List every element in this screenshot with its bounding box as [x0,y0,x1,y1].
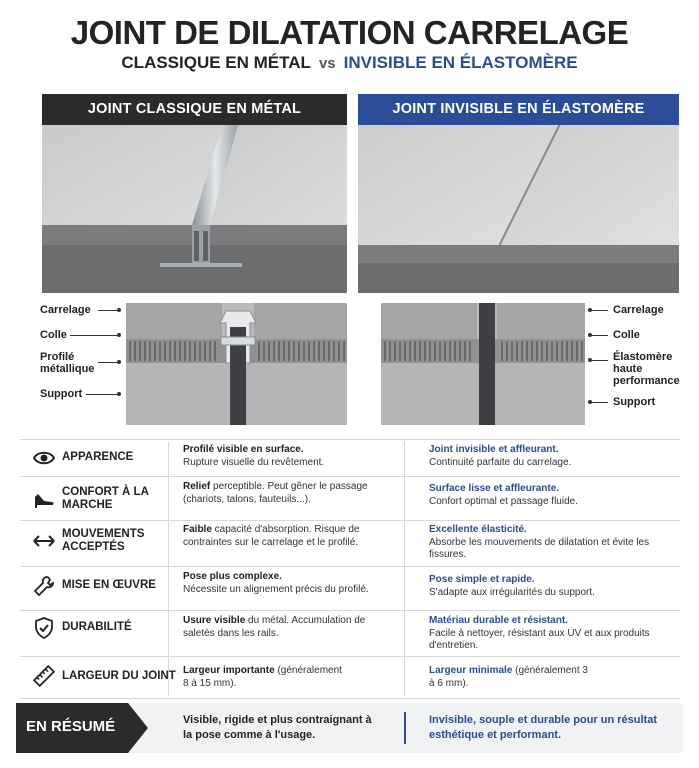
leader-dot [117,392,121,396]
cell-elastomer [429,444,674,469]
cell-text: Nécessite un alignement précis du profilé. [183,583,369,595]
criterion-label: MOUVEMENTS ACCEPTÉS [62,528,145,553]
cell-metal [183,481,393,506]
leader-dot [117,360,121,364]
diagram-elastomer-joint [381,303,585,425]
high-heel-icon [32,486,56,510]
subtitle-left: CLASSIQUE EN MÉTAL [121,53,311,72]
leader-line [590,335,608,336]
cell-text: Rupture visuelle du revêtement. [183,456,325,468]
ruler-icon [32,664,56,688]
row-divider [20,610,680,611]
cell-bold: Largeur importante [183,665,275,676]
criterion-label: DURABILITÉ [62,621,132,633]
criterion-label: LARGEUR DU JOINT [62,670,176,682]
cell-metal [183,524,393,549]
page-subtitle [0,53,699,73]
cell-text: capacité d'absorption. Risque de contraintes sur le carrelage et le profilé. [183,524,360,548]
leader-dot [117,333,121,337]
cell-bold: Largeur minimale [429,665,513,676]
cell-bold: Relief [183,481,211,492]
column-divider [404,442,405,696]
row-divider [20,698,680,699]
cell-text: Confort optimal et passage fluide. [429,495,578,507]
subtitle-right: INVISIBLE EN ÉLASTOMÈRE [343,53,578,72]
leader-line [590,360,608,361]
header-metal-joint: JOINT CLASSIQUE EN MÉTAL [42,94,347,125]
summary-metal: Visible, rigide et plus contraignant à la pose comme à l'usage. [183,714,372,741]
summary-tag: EN RÉSUMÉ [26,718,116,735]
cell-text: (généralement 3 à 6 mm). [429,665,588,689]
criterion-label: MISE EN ŒUVRE [62,579,156,591]
cell-elastomer [429,615,674,653]
cell-text: perceptible. Peut gêner le passage (chariots, talons, fauteuils...). [183,481,368,505]
leader-line [590,402,608,403]
cell-bold: Matériau durable et résistant. [429,615,568,626]
double-arrow-icon [32,529,56,553]
cell-bold: Joint invisible et affleurant. [429,444,559,455]
cell-bold: Profilé visible en surface. [183,444,304,455]
cell-text: (généralement 8 à 15 mm). [183,665,342,689]
eye-icon [32,446,56,470]
criterion-label: APPARENCE [62,451,134,463]
page-title: JOINT DE DILATATION CARRELAGE [70,14,629,51]
cell-elastomer [429,524,674,562]
label-support-right: Support [613,396,656,408]
header-elastomer-joint: JOINT INVISIBLE EN ÉLASTOMÈRE [358,94,679,125]
leader-line [70,335,118,336]
cell-bold: Usure visible [183,615,246,626]
photo-elastomer-joint [358,125,679,293]
wrench-icon [32,574,56,598]
cell-bold: Faible [183,524,212,535]
label-elastomere: Élastomère haute performance [613,351,680,387]
leader-line [98,310,118,311]
label-carrelage-right: Carrelage [613,304,664,316]
cell-elastomer [429,574,674,599]
cell-bold: Surface lisse et affleurante. [429,483,560,494]
criterion-label: CONFORT À LA MARCHE [62,486,149,511]
summary-elastomer: Invisible, souple et durable pour un résultat esthétique et performant. [429,714,657,741]
leader-line [98,362,118,363]
leader-line [590,310,608,311]
leader-dot [117,308,121,312]
label-support-left: Support [40,388,83,400]
row-divider [20,476,680,477]
cell-metal [183,615,393,640]
column-divider [168,442,169,696]
summary-divider [404,712,406,744]
row-divider [20,520,680,521]
cell-elastomer [429,483,674,508]
cell-bold: Excellente élasticité. [429,524,527,535]
cell-text: S'adapte aux irrégularités du support. [429,586,595,598]
cell-metal [183,444,393,469]
cell-bold: Pose simple et rapide. [429,574,535,585]
leader-line [86,394,118,395]
row-divider [20,439,680,440]
cell-elastomer [429,665,589,690]
cell-text: Absorbe les mouvements de dilatation et évite les fissures. [429,536,650,560]
cell-metal [183,665,343,690]
photo-metal-joint [42,125,347,293]
cell-bold: Pose plus complexe. [183,571,282,582]
row-divider [20,566,680,567]
label-colle-right: Colle [613,329,640,341]
cell-text: Continuité parfaite du carrelage. [429,456,572,468]
row-divider [20,656,680,657]
label-profile-metal: Profilé métallique [40,351,95,375]
shield-check-icon [32,616,56,640]
cell-text: du métal. Accumulation de saletés dans les rails. [183,615,366,639]
cell-text: Facile à nettoyer, résistant aux UV et aux produits d'entretien. [429,627,650,651]
label-colle-left: Colle [40,329,67,341]
diagram-metal-joint [126,303,347,425]
label-carrelage-left: Carrelage [40,304,91,316]
cell-metal [183,571,393,596]
subtitle-vs: vs [318,55,336,72]
